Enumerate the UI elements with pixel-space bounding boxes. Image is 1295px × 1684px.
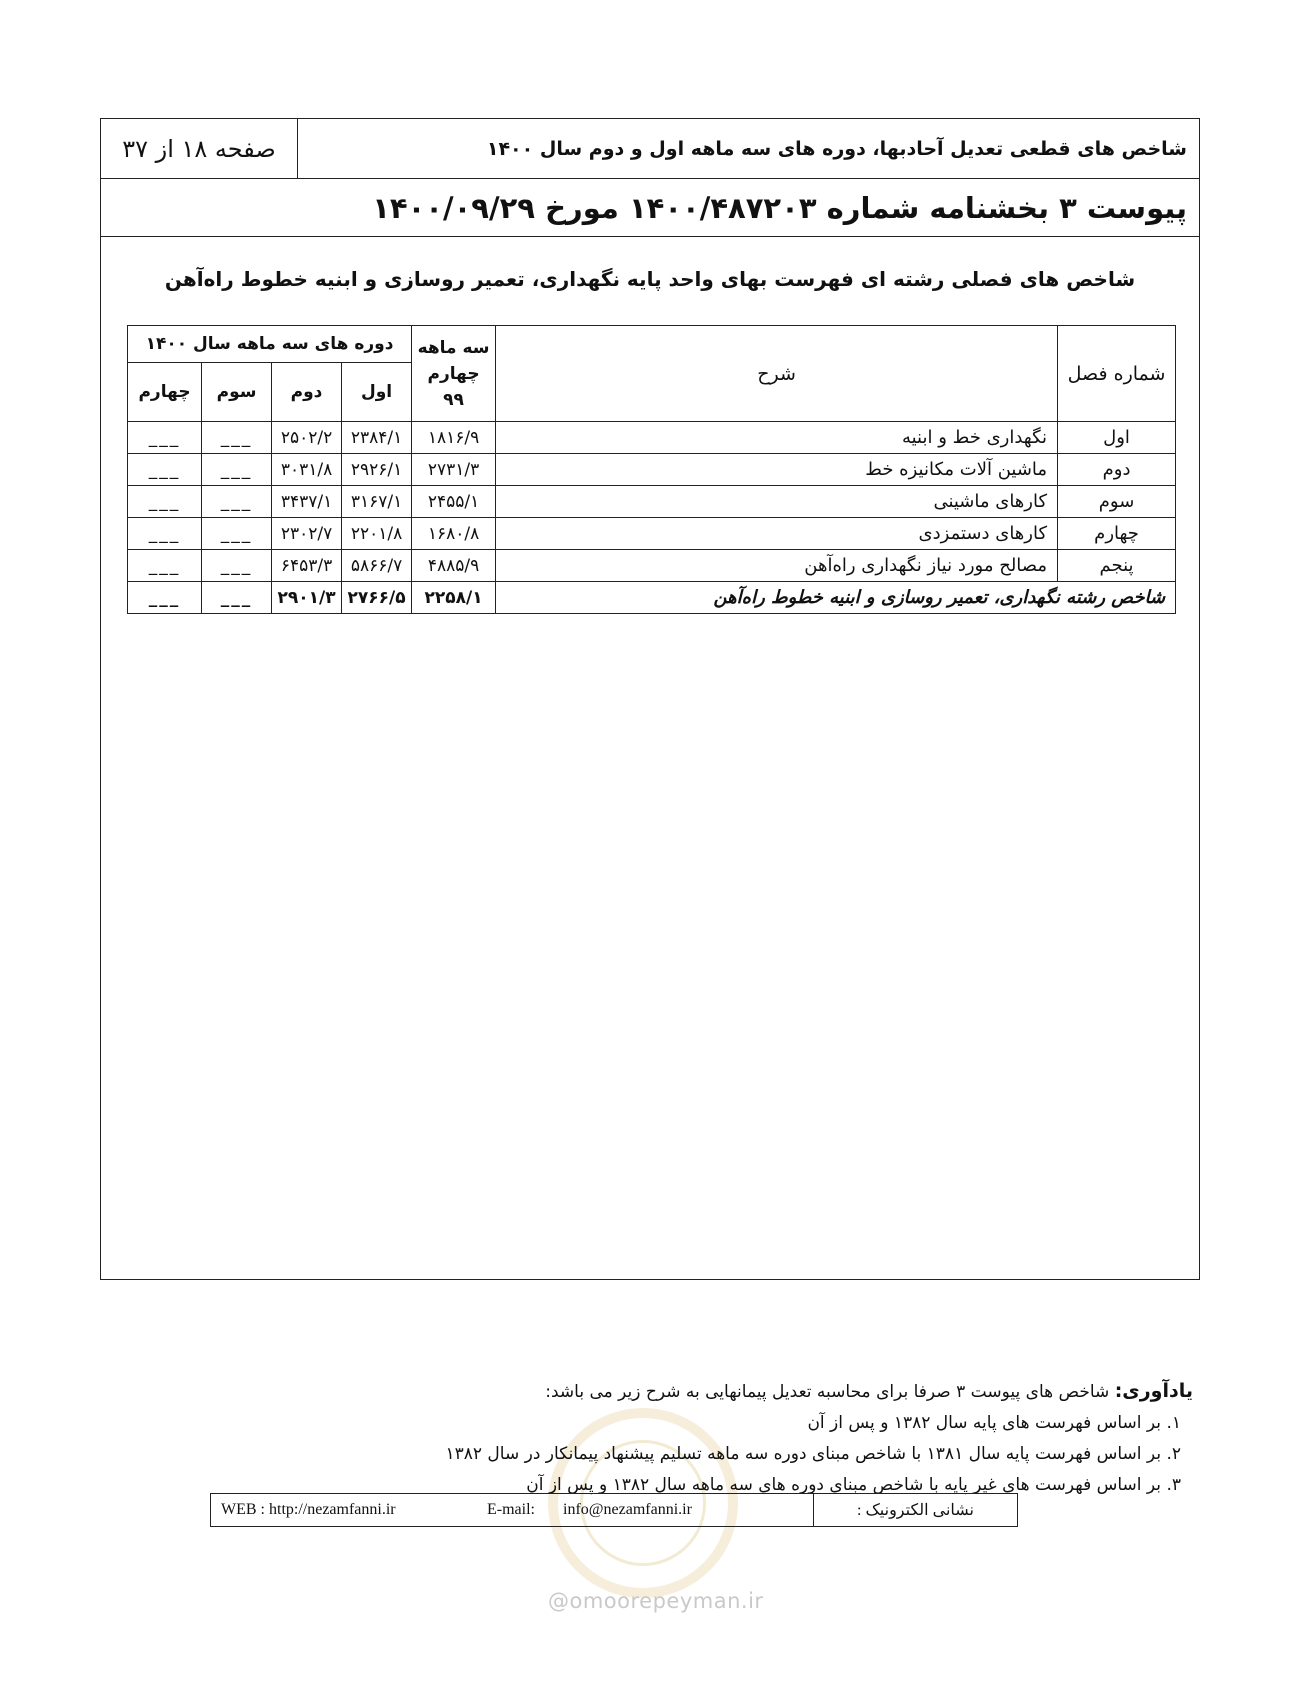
contact-footer (210, 1493, 1018, 1527)
cell-description: کارهای دستمزدی (496, 518, 1058, 550)
cell-description: ماشین آلات مکانیزه خط (496, 454, 1058, 486)
table-row (128, 550, 1176, 582)
cell-q2: ۶۴۵۳/۳ (272, 550, 342, 582)
header-chapter: شماره فصل (1058, 326, 1176, 422)
watermark-site: @omoorepeyman.ir (548, 1589, 764, 1613)
page-number: صفحه ۱۸ از ۳۷ (101, 119, 298, 178)
note-item: ۱. بر اساس فهرست های پایه سال ۱۳۸۲ و پس از آن (807, 1413, 1181, 1433)
contact-label: نشانی الکترونیک : (813, 1494, 1017, 1526)
cell-description: کارهای ماشینی (496, 486, 1058, 518)
total-description: شاخص رشته نگهداری، تعمیر روسازی و ابنیه خطوط راه‌آهن (496, 582, 1176, 614)
header-q4: چهارم (128, 363, 202, 422)
cell-q2: ۲۵۰۲/۲ (272, 422, 342, 454)
cell-chapter: چهارم (1058, 518, 1176, 550)
web-link[interactable]: WEB : http://nezamfanni.ir (221, 1501, 396, 1518)
header-subtitle: پیوست ۳ بخشنامه شماره ۱۴۰۰/۴۸۷۲۰۳ مورخ ۱۴۰۰/۰۹/۲۹ (372, 190, 1187, 225)
cell-q4-99: ۱۶۸۰/۸ (412, 518, 496, 550)
table-total-row (128, 582, 1176, 614)
notes-lead-line (433, 1376, 1193, 1408)
cell-q4-99: ۱۸۱۶/۹ (412, 422, 496, 454)
note-item: ۳. بر اساس فهرست های غیر پایه با شاخص مبنای دوره های سه ماهه سال ۱۳۸۲ و پس از آن (526, 1475, 1181, 1495)
total-q4: ___ (128, 582, 202, 614)
cell-q3: ___ (202, 518, 272, 550)
note-item: ۲. بر اساس فهرست پایه سال ۱۳۸۱ با شاخص مبنای دوره سه ماهه تسلیم پیشنهاد پیمانکار در سال ۱۳۸۲ (445, 1444, 1181, 1464)
cell-q4-99: ۲۴۵۵/۱ (412, 486, 496, 518)
cell-q3: ___ (202, 486, 272, 518)
cell-q4: ___ (128, 486, 202, 518)
notes-lead: یادآوری: (1114, 1380, 1193, 1402)
cell-description: نگهداری خط و ابنیه (496, 422, 1058, 454)
index-table (127, 325, 1176, 614)
total-q4-99: ۲۲۵۸/۱ (412, 582, 496, 614)
page-frame (100, 118, 1200, 1280)
total-q1: ۲۷۶۶/۵ (342, 582, 412, 614)
table-row (128, 486, 1176, 518)
table-row (128, 422, 1176, 454)
cell-q1: ۲۳۸۴/۱ (342, 422, 412, 454)
total-q2: ۲۹۰۱/۳ (272, 582, 342, 614)
cell-chapter: سوم (1058, 486, 1176, 518)
header-q1: اول (342, 363, 412, 422)
cell-q3: ___ (202, 550, 272, 582)
cell-q3: ___ (202, 454, 272, 486)
cell-q1: ۵۸۶۶/۷ (342, 550, 412, 582)
cell-q4-99: ۴۸۸۵/۹ (412, 550, 496, 582)
cell-q1: ۳۱۶۷/۱ (342, 486, 412, 518)
cell-q4: ___ (128, 422, 202, 454)
cell-description: مصالح مورد نیاز نگهداری راه‌آهن (496, 550, 1058, 582)
email-link[interactable]: info@nezamfanni.ir (563, 1501, 692, 1518)
cell-q3: ___ (202, 422, 272, 454)
notes-section (433, 1376, 1193, 1501)
header-subtitle-row (101, 179, 1199, 237)
email-label: E-mail: (487, 1501, 535, 1518)
cell-chapter: دوم (1058, 454, 1176, 486)
table-row (128, 518, 1176, 550)
cell-chapter: پنجم (1058, 550, 1176, 582)
header-q2: دوم (272, 363, 342, 422)
cell-q2: ۲۳۰۲/۷ (272, 518, 342, 550)
notes-lead-text: شاخص های پیوست ۳ صرفا برای محاسبه تعدیل پیمانهایی به شرح زیر می باشد: (545, 1382, 1110, 1402)
table-title: شاخص های فصلی رشته ای فهرست بهای واحد پایه نگهداری، تعمیر روسازی و ابنیه خطوط راه‌آهن (164, 267, 1136, 291)
cell-q4-99: ۲۷۳۱/۳ (412, 454, 496, 486)
cell-q4: ___ (128, 550, 202, 582)
total-q3: ___ (202, 582, 272, 614)
header-description: شرح (496, 326, 1058, 422)
table-row (128, 454, 1176, 486)
header-periods-group: دوره های سه ماهه سال ۱۴۰۰ (128, 326, 412, 363)
cell-chapter: اول (1058, 422, 1176, 454)
cell-q4: ___ (128, 518, 202, 550)
cell-q2: ۳۰۳۱/۸ (272, 454, 342, 486)
header-q3: سوم (202, 363, 272, 422)
header-q4-99: سه ماهه چهارم ۹۹ (412, 326, 496, 422)
header-row (101, 119, 1199, 179)
cell-q1: ۲۲۰۱/۸ (342, 518, 412, 550)
cell-q4: ___ (128, 454, 202, 486)
cell-q1: ۲۹۲۶/۱ (342, 454, 412, 486)
header-title: شاخص های قطعی تعدیل آحادبها، دوره های سه ماهه اول و دوم سال ۱۴۰۰ (486, 137, 1187, 160)
cell-q2: ۳۴۳۷/۱ (272, 486, 342, 518)
